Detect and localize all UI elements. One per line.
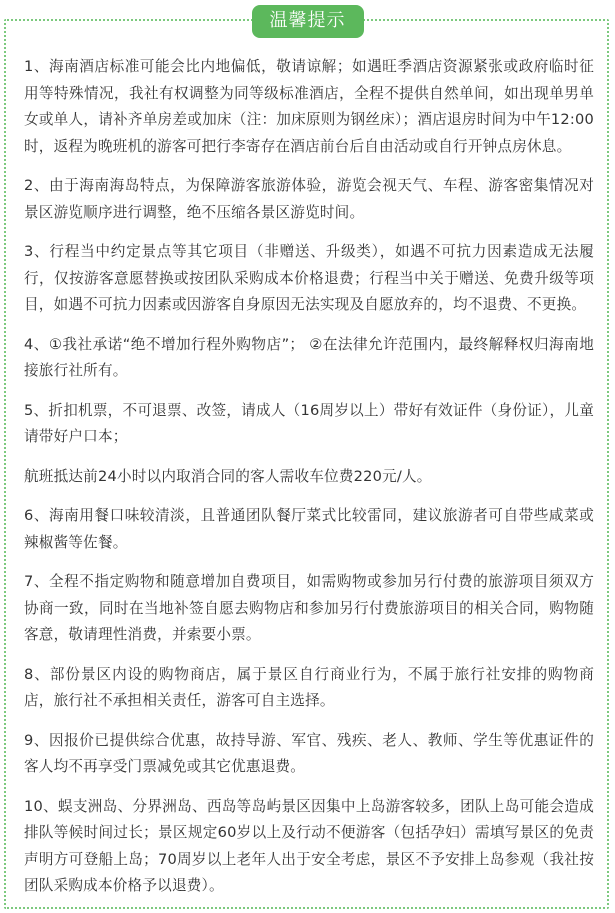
notice-content xyxy=(24,54,594,913)
notice-title: 温馨提示 xyxy=(252,5,364,38)
title-container xyxy=(0,5,615,38)
notice-item-meals: 6、海南用餐口味较清淡，且普通团队餐厅菜式比较雷同，建议旅游者可自带些咸菜或辣椒酱等佐餐。 xyxy=(24,507,594,551)
notice-item-cancellation-fee: 航班抵达前24小时以内取消合同的客人需收车位费220元/人。 xyxy=(24,467,432,485)
notice-item-hotel: 1、海南酒店标准可能会比内地偏低，敬请谅解；如遇旺季酒店资源紧张或政府临时征用等特殊情况，我社有权调整为同等级标准酒店，全程不提供自然单间，如出现单男单女或单人，请补齐单房差或加床（注：加床原则为钢丝床）；酒店退房时间为中午12:00时，返程为晚班机的游客可把行李寄存在酒店前台后自由活动或自行开钟点房休息。 xyxy=(24,58,594,155)
notice-item-scenic-shops: 8、部份景区内设的购物商店，属于景区自行商业行为，不属于旅行社安排的购物商店，旅行社不承担相关责任，游客可自主选择。 xyxy=(24,665,594,709)
notice-item-tickets: 5、折扣机票，不可退票、改签，请成人（16周岁以上）带好有效证件（身份证），儿童请带好户口本； xyxy=(24,401,594,445)
notice-item-island-schedule: 2、由于海南海岛特点，为保障游客旅游体验，游览会视天气、车程、游客密集情况对景区游览顺序进行调整，绝不压缩各景区游览时间。 xyxy=(24,177,594,221)
notice-item-island-boarding: 10、蜈支洲岛、分界洲岛、西岛等岛屿景区因集中上岛游客较多，团队上岛可能会造成排队等候时间过长；景区规定60岁以上及行动不便游客（包括孕妇）需填写景区的免责声明方可登船上岛；70周岁以上老年人出于安全考虑，景区不予安排上岛参观（我社按团队采购成本价格予以退费）。 xyxy=(24,797,594,894)
notice-item-itinerary-changes: 3、行程当中约定景点等其它项目（非赠送、升级类），如遇不可抗力因素造成无法履行，仅按游客意愿替换或按团队采购成本价格退费；行程当中关于赠送、免费升级等项目，如遇不可抗力因素或因游客自身原因无法实现及自愿放弃的，均不退费、不更换。 xyxy=(24,243,594,313)
notice-item-shopping-promise: 4、①我社承诺“绝不增加行程外购物店”； ②在法律允许范围内，最终解释权归海南地接旅行社所有。 xyxy=(24,335,594,379)
notice-item-self-paid: 7、全程不指定购物和随意增加自费项目，如需购物或参加另行付费的旅游项目须双方协商一致，同时在当地补签自愿去购物店和参加另行付费旅游项目的相关合同，购物随客意，敬请理性消费，并索要小票。 xyxy=(24,573,594,643)
notice-item-discounts: 9、因报价已提供综合优惠，故持导游、军官、残疾、老人、教师、学生等优惠证件的客人均不再享受门票减免或其它优惠退费。 xyxy=(24,731,594,775)
